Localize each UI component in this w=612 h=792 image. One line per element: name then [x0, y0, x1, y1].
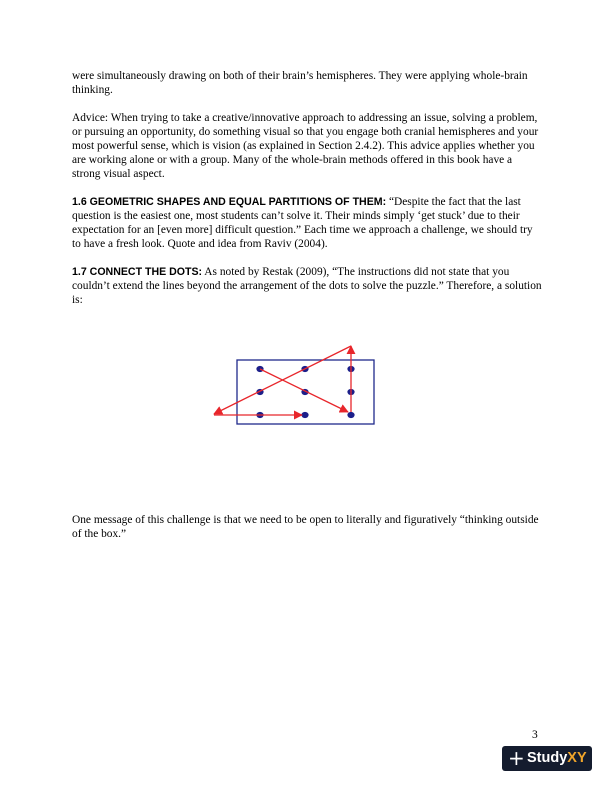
solution-lines [214, 346, 351, 415]
section-1-6-body: “Despite the fact that the last question is the easiest one, most students can’t solve it. Their minds simply ‘get stuck’ due to their expectation for an [even more] difficult question.” Each time we approach a challenge, we should try to have a fresh look. Quote and idea from Raviv (2004). [72, 196, 533, 250]
logo-wordmark [527, 750, 587, 767]
plus-icon: + [508, 746, 525, 770]
dot-3-2 [301, 412, 308, 418]
logo-word-study: Study [527, 750, 568, 766]
section-1-6 [72, 196, 542, 252]
logo-word-xy: XY [567, 750, 587, 766]
dot-3-3 [347, 412, 354, 418]
paragraph-whole-brain: were simultaneously drawing on both of their brain’s hemispheres. They were applying whole-brain thinking. [72, 70, 528, 96]
paragraph-conclusion: One message of this challenge is that we need to be open to literally and figuratively “thinking outside of the box.” [72, 514, 539, 540]
studyxy-logo [502, 746, 592, 771]
page-number: 3 [532, 729, 538, 741]
paragraph-advice: Advice: When trying to take a creative/innovative approach to addressing an issue, solving a problem, or pursuing an opportunity, do something visual so that you engage both cranial hemispheres and your most powerful sense, which is vision (as explained in Section 2.4.2). This advice applies whether you are working alone or with a group. Many of the whole-brain methods offered in this book have a strong visual aspect. [72, 112, 539, 180]
section-1-7 [72, 266, 542, 308]
section-1-7-heading: 1.7 CONNECT THE DOTS: [72, 266, 203, 278]
nine-dots-puzzle-solution [205, 340, 385, 430]
line-1-diagonal-down [260, 369, 348, 412]
section-1-6-heading: 1.6 GEOMETRIC SHAPES AND EQUAL PARTITIONS OF THEM: [72, 196, 387, 208]
section-1-7-body: As noted by Restak (2009), “The instructions did not state that you couldn’t extend the lines beyond the arrangement of the dots to solve the puzzle.” Therefore, a solution is: [72, 266, 542, 306]
